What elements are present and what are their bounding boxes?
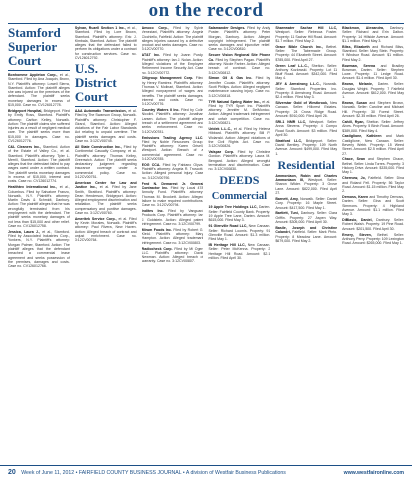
entry-name: Ammoniaon, Robin and Charles Ammoniaon III, <box>275 173 338 183</box>
record-entry <box>342 157 404 174</box>
entry-text: Filed by Robert G. Kleid. Plaintiff's attorney: Mary Hampton. Action: Alleged trademark infringement. Case no. 3:12CV00803. <box>141 227 204 245</box>
entry-name: Basile, Joseph and Christine Colandri, <box>275 225 338 235</box>
entry-name: Healthtex International Inc., <box>8 185 58 190</box>
entry-text: Filed by Vanguard Products Corp. Plaintiff's attorney: Ian J. Goldstein. Action: Alleged patent infringement. Case no. 3:12CV00799. <box>141 209 204 226</box>
entry-text: Filed by Henry Ramirez. Plaintiff's attorney: Thomas V. Molinari, Stamford. Action: Alleged nonpayment of wages and benefits. The plaintiff seeks damages, interest and costs. Case no. 3:12CV00776. <box>141 76 204 107</box>
column-2 <box>75 26 137 464</box>
record-entry <box>142 163 204 180</box>
column-6 <box>342 26 404 464</box>
column-1 <box>8 26 70 464</box>
record-entry <box>8 145 70 184</box>
entry-text: Darien. Seller: Douglas Wright. Property: 7 Fairfield Avenue. Amount: $612,000. Filed May 1. <box>342 82 404 100</box>
record-entry <box>275 101 337 118</box>
record-entry <box>208 243 270 260</box>
entry-name: Fred N. Demarest Jr. General Contractor Inc. <box>141 181 204 190</box>
record-entry <box>275 82 337 99</box>
record-entry <box>342 82 404 99</box>
record-entry <box>208 26 270 52</box>
entry-name: 19 Apple Tree Holdings LLC, <box>208 205 258 210</box>
entry-text: Danbury. Seller: Robert Walsh. Property: 19 Pine Road. Amount: $201,500. Filed April 30. <box>342 218 404 231</box>
entry-text: and Mark Castiglione, New Canaan. Seller: Beverly Webb. Property: 15 Weed Street. Amount: $2.5 million. Filed April 27. <box>342 134 404 156</box>
entry-name: Sylvan, Ruzell Section 1 Inc., <box>74 26 126 30</box>
entry-text: et al. Filed by TYR Sport Inc. Plaintiff's attorney: Jennifer M. DelMonico. Action: Alleged trademark infringement and unfair competition. Case no. 3:12CV00821. <box>208 99 271 126</box>
entry-text: Filed by Noble Resources Group. Plaintiff's attorney: Karen Grisell, Westport. Action: Breach of a commercial agreement. Case no. 3:12CV00785. <box>141 139 204 161</box>
entry-text: et al., Stamford. Filed by Ana Joaquin, Bronx, N.Y. Plaintiff's attorney: Lowell Sierra, Stamford. Action: The plaintiff alleges she was injured on the premises of the defendant. The plaintiff seeks monetary damages in excess of $15,000. Case no. CV126012778. <box>8 73 70 108</box>
entry-name: Bowman, Serena <box>342 63 376 68</box>
entry-text: Filed by Joann Purdy. Plaintiff's attorney: Ian J. Nolan. Action: Alleged violations of the Employee Retirement Income Security Act. Case no. 3:12CV00772. <box>141 53 204 75</box>
entry-text: Bridgeport. Seller: David Bentley. Property: 109 North Avenue. Amount: $499,000. Filed May 1. <box>275 138 338 156</box>
record-entry <box>208 224 270 241</box>
record-entry <box>142 247 204 264</box>
entry-text: Norwalk. Seller: Daniel Cory. Property: 16 Maple Street. Amount: $417,500. Filed May 1. <box>275 196 338 210</box>
entry-name: C&L Cleaners Inc., <box>8 144 42 149</box>
entry-name: Grace Bible Church Inc., <box>275 44 323 49</box>
record-entry <box>142 53 204 74</box>
subsection-heading: DEEDS <box>219 173 260 188</box>
entry-name: Barnett, Amy, <box>275 196 299 201</box>
entry-text: et al., Columbus. Filed by Salvatore Franzo, Norwalk, N.Y. Plaintiff's attorney: Martin Davis & Schmidt, Danbury. Action: The plaintiff alleges that he was wrongfully terminated from his employment with the defendant. The plaintiff seeks monetary damages of not less than $15,000 and other relief. Case no. CV126012758. <box>8 185 70 228</box>
entry-name: Citigroup Management Corp. <box>141 76 194 81</box>
record-entry <box>142 76 204 106</box>
entry-text: Filed by Sylvie Veneziani, Plaintiff's attorney: Angela Cicchiello, Fairfield. Action: The plaintiff alleges injuries caused by a defective product and seeks damages. Case no. 3:12CV00770. <box>141 26 204 52</box>
entry-text: Bethel. Seller: Anthony Perry. Property: 109 Lexington Road. Amount: $265,000. Filed May 1. <box>342 232 404 246</box>
entry-name: DiBlasio, Daniel, <box>342 218 373 223</box>
entry-text: Bridgeport. Filed by Emily Ross, Stamford. Plaintiff's attorney: Carlton Kelley, Norwalk. Action: The plaintiff claims she suffered injuries as a result of negligent medical care. The plaintiff seeks more than $15,000 in damages. Case no. CV126012776. <box>8 108 70 144</box>
entry-name: Uridek L.L.C., <box>208 126 233 131</box>
entry-text: New Canaan. Seller: Richard Loomis. Property: 91 Glenville Road. Amount: $1.3 million. Filed May 1. <box>208 224 271 242</box>
subsection-heading: Residential <box>277 157 335 172</box>
entry-name: AAA Automatic Transmission, <box>74 108 127 113</box>
record-entry <box>275 211 337 224</box>
record-entry <box>8 73 70 107</box>
entry-text: Westport. Seller: Sharon Wilder. Property: 3 Grove Lane. Amount: $822,000. Filed April 27. <box>275 178 338 196</box>
entry-name: Salamander Designs. <box>208 26 246 30</box>
entry-text: Bethel. Seller: The Tabernacle Group. Property: 44 Elizabeth Street. Amount: $785,000. Filed April 27. <box>275 44 338 62</box>
subsection-heading: Commercial <box>211 191 267 203</box>
entry-name: Country Waters II Inc. <box>141 108 180 113</box>
record-entry <box>142 26 204 52</box>
record-entry <box>342 176 404 193</box>
record-entry <box>8 185 70 228</box>
record-entry <box>8 230 70 269</box>
entry-name: Mirum Foods Inc. <box>141 227 172 232</box>
entry-text: Fairfield. Seller: Dina and Roland Fell. Property: 56 Taylor Road. Amount: $1.15 million. Filed May 2. <box>342 176 404 194</box>
entry-name: Secure Vision Regional Site Phone Co. <box>208 53 271 62</box>
record-entry <box>208 53 270 74</box>
entry-name: Cahill, Ryan, <box>342 119 365 124</box>
entry-name: Ameritek Service Corp., <box>74 216 117 221</box>
entry-name: Demoss, Karen <box>342 195 369 200</box>
record-entry <box>142 136 204 162</box>
entry-name: Emissions Trading Agency LLC. <box>141 135 204 140</box>
entry-name: Jessica, Laura J., <box>8 229 40 234</box>
entry-text: et al. Filed by Helena Hibbard. Plaintiff's attorney: Bill P. Wolanski. Action: Alleged violations of the Civil Rights Act. Case no. 3:12CV00826. <box>208 126 271 149</box>
record-entry <box>142 182 204 208</box>
entry-text: et al., Stamford. Filed by Associated Industries Corp., Yonkers, N.Y. Plaintiff's attorney: Morgan Palmer, Stamford. Action: The plaintiff alleges that the defendant breached a commercial lease agreement and seeks possession of the premises, damages and costs. Case no. CV126012766. <box>8 229 70 269</box>
entry-name: Bartlett, Tuni, <box>275 211 299 216</box>
record-entry <box>75 145 137 179</box>
record-entry <box>8 109 70 143</box>
column-3 <box>142 26 204 464</box>
entry-text: Norwalk. Seller: Stamford Properties Inc. Property: 8 Armstrong Road. Amount: $2.4 million. Filed May 3. <box>275 82 338 100</box>
entry-text: Westport. Seller: Rebecca Foster. Property: 11 Sachar Hill Road. Amount: $1.7 million. Filed May 2. <box>275 30 338 43</box>
entry-name: Brown, Melanie, <box>342 82 373 87</box>
entry-name: Indites Inc. <box>141 209 164 214</box>
entry-name: Blackmon, Alexandra, <box>342 26 384 30</box>
entry-text: Shelton. Seller: Jeffrey Alves. Property: 5 Birch Road. Amount: $389,000. Filed May 4. <box>342 119 404 133</box>
record-entry <box>342 101 404 118</box>
record-entry <box>208 76 270 97</box>
entry-name: Chace, Sean <box>342 157 366 162</box>
record-entry <box>208 150 270 171</box>
entry-text: Stamford. Action of the Estate of Valley Co., et al. Stamford. Plaintiff's attorney: Tyler L. Merrill, Stamford. Action: The plaintiff alleges that the defendant failed to pay wages owed under a written contract. The plaintiff seeks monetary damages in excess of $15,000, interest and costs. Case no. CV126012774. <box>8 144 70 184</box>
entry-text: Shelton. Seller: Anthony Kozlowski. Property: Lot 11 Bluff Road. Amount: $342,000. Filed May 4. <box>275 63 338 81</box>
entry-name: EOG CCA. <box>141 162 161 167</box>
record-entry <box>342 64 404 81</box>
record-entry <box>342 120 404 133</box>
entry-text: et al., Stamford. Filed by Lore Brown, Stamford. Plaintiff's attorney: Eric J. Kimbala, Stamford. Action: The plaintiff alleges that the defendant failed to perform its obligations under a contract for construction services. Case no. CV126012792. <box>74 26 137 61</box>
entry-name: IB Heritage Hill LLC, <box>208 243 246 248</box>
entry-name: Chernow, Jo, <box>342 176 366 181</box>
record-entry <box>142 228 204 245</box>
entry-name: Silverstar Gold of Westbrook, <box>275 101 329 106</box>
entry-text: and Timothy Demoss, Darien. Seller: Gina and Scott Simmons. Property: 4 Highland Avenue. Amount: $1.1 million. Filed May 3. <box>342 195 404 217</box>
entry-name: Emery, Steven, <box>342 232 372 237</box>
record-entry <box>75 217 137 243</box>
entry-text: Darien. Seller: Fairfield County Bank. Property: 19 Apple Tree Lane, Darien. Amount: $615,000. Filed May 3. <box>208 205 271 223</box>
record-entry <box>275 45 337 62</box>
record-entry <box>208 100 270 126</box>
entry-text: New Canaan. Seller: Hillcrest Estates. Property: 24 Cross Ridge Road. Amount: $910,000. Filed April 26. <box>275 101 338 119</box>
entry-text: and Stephen Brown, Norwalk. Seller: Caroline and Michael Hill. Property: 30 Forest Street. Amount: $2.35 million. Filed April 26. <box>342 101 404 119</box>
entry-name: Simon Oil & Gas Inc. <box>208 76 253 81</box>
masthead-rule <box>8 23 404 24</box>
entry-text: Filed by Fabiano Olyva. Plaintiff's attorney: Angela R. Truscott. Action: Alleged personal injury. Case no. 3:12CV00790. <box>141 162 204 180</box>
record-entry <box>342 45 404 62</box>
entry-name: TYR Natural Spring Water Inc., <box>208 99 261 104</box>
record-entry <box>342 218 404 231</box>
entry-text: and Stephen Chace, Bethel. Seller: Linda Torres. Property: 3 Hickory Drive. Amount: $335,000. Filed May 1. <box>342 157 404 175</box>
entry-text: Filed by Jennifer Cousin. Plaintiff's attorney: Scott Phillips. Action: Alleged negligent maintenance causing injury. Case no. 3:12CV00818. <box>208 76 271 98</box>
entry-text: Filed by Local 478 Annuity Fund. Plaintiff's attorney: Thomas M. Brockett. Action: Alleged failure to make required contributions. Case no. 3:12CV00794. <box>141 185 204 208</box>
entry-text: Westport. Seller: Anna Stevens. Property: 4 Compo Road South. Amount: $3 million. Filed April 30. <box>275 119 338 137</box>
record-entry <box>275 26 337 43</box>
entry-name: All State Construction Inc., <box>74 144 122 149</box>
section-rule <box>75 106 137 107</box>
entry-name: American Center for Law and Justice Inc., <box>74 180 137 190</box>
record-entry <box>342 26 404 43</box>
entry-name: Castiglione, Kathleen <box>342 134 382 139</box>
entry-text: Filed by Christine Gordon. Plaintiff's attorney: Laura M. Bengard. Action: Alleged wrongful termination and discrimination. Case no. 3:12CV00830. <box>208 149 271 172</box>
entry-text: Filed by Continental Casualty Company, et al. Plaintiff's attorney: Thomas Kelley, Greenwich. Action: The plaintiff seeks declaratory judgment regarding insurance coverage under a commercial policy. Case no. 3:12CV00751. <box>74 144 137 180</box>
record-entry <box>275 120 337 137</box>
record-entry <box>208 127 270 148</box>
record-entry <box>275 226 337 243</box>
entry-text: Danbury. Seller: Clara Griffin. Property: 27 Aspen Way. Amount: $305,000. Filed April 30. <box>275 211 338 225</box>
entry-text: and Bradley Bowman, Darien. Seller: Stephen Lowe. Property: 11 Ledge Road. Amount: $1.4 million. Filed April 30. <box>342 63 404 81</box>
record-entry <box>275 197 337 210</box>
publication-name: FAIRFIELD COUNTY BUSINESS JOURNAL <box>78 470 182 476</box>
section-heading: Stamford Superior Court <box>8 26 61 68</box>
record-columns <box>8 26 404 464</box>
entry-name: Bridgeport Hospital, <box>8 108 43 113</box>
entry-text: Filed by Colin Nicolini. Plaintiff's attorney: Jonathan Larsen. Action: The plaintiff alleges breach of a settlement agreement and seeks enforcement. Case no. 3:12CV00781. <box>141 108 204 134</box>
entry-text: and Richard Bliss, Stamford. Seller: Mary Stein. Property: 9 Windsor Road. Amount: $1 million. Filed May 2. <box>342 44 404 62</box>
section-title: on the record <box>148 0 264 21</box>
entry-text: Fairfield. Seller: Mark Pinto. Property: 8 Meadow Lane. Amount: $679,000. Filed May 2. <box>275 230 338 243</box>
entry-name: JEY & Armstrong L.L.C., <box>275 82 321 87</box>
entry-name: AT&T Inc. <box>141 53 161 58</box>
entry-name: Radiocheck Corp. <box>141 246 173 251</box>
entry-text: et al. Filed by Kevin Morales, Norwalk. Plaintiff's attorney: Paul Rivera, New Haven. Action: Alleged breach of contract and unjust enrichment. Case no. 3:12CV00764. <box>74 216 137 243</box>
publisher-note: A division of Westfair Business Publications <box>185 470 286 476</box>
entry-name: Amoco Corp., <box>141 26 169 30</box>
entry-name: Brown, Susan <box>342 101 368 106</box>
entry-name: Sharewater Sachar Hill LLC, <box>275 26 338 30</box>
column-4 <box>208 26 270 464</box>
record-entry <box>342 134 404 155</box>
entry-text: New Canaan. Seller: Peter McKenna. Property: 2 Heritage Hill Road. Amount: $2.1 million. Filed April 30. <box>208 243 271 260</box>
record-entry <box>208 205 270 222</box>
entry-text: Filed by Stephen Pagan. Plaintiff's attorney: Nicole Farber. Action: Alleged breach of contract. Case no. 3:12CV00812. <box>208 57 271 75</box>
entry-name: Bliss, Elizabeth <box>342 44 370 49</box>
entry-text: et al. Filed by The Swanson Group, Norwalk. Plaintiff's attorney: Christopher F. Girard, Stamford. Action: Alleged violations of the Fair Labor Standards Act relating to unpaid overtime. The plaintiff seeks damages and costs. Case no. 3:12CV00745. <box>74 108 137 144</box>
entry-text: Filed by Andy Poster. Plaintiff's attorney: Peter Morgan, Danbury. Action: Alleged copyright infringement. The plaintiff seeks damages and injunctive relief. Case no. 3:12CV00810. <box>208 26 271 52</box>
masthead <box>0 0 412 22</box>
entry-text: Filed by Mi Ogen LLC. Plaintiff's attorney: David Newman. Action: Alleged breach of warranty. Case no. 3:12CV00807. <box>141 246 204 264</box>
entry-name: Green Leaf L.L.C., <box>275 63 309 68</box>
section-heading: U.S. District Court <box>74 60 117 104</box>
entry-text: Danbury. Seller: Richard and Erin Dalton. Property: 14 Hillside Avenue. Amount: $1.1 million. Filed May 3. <box>342 26 404 43</box>
record-entry <box>275 139 337 156</box>
record-entry <box>275 64 337 81</box>
record-entry <box>142 108 204 134</box>
website-link[interactable]: www.westfaironline.com <box>343 470 404 476</box>
page-number: 20 <box>8 469 16 476</box>
record-entry <box>142 209 204 226</box>
record-entry <box>75 181 137 215</box>
column-5 <box>275 26 337 464</box>
record-entry <box>275 174 337 195</box>
entry-name: Bonhomme Appleton Corp., <box>8 73 58 77</box>
entry-text: et al. Filed by Jane Smith, Stratford. Plaintiff's attorney: Dean Henderson, Bridgeport. Action: Alleged employment discrimination and retaliation. The plaintiff seeks compensatory and punitive damages. Case no. 3:12CV00760. <box>74 185 137 215</box>
page-footer: 20 Week of June 11, 2012 • FAIRFIELD COUNTY BUSINESS JOURNAL • A division of Westfair Business Publications www.westfaironline.com <box>0 465 412 480</box>
record-entry <box>75 26 137 60</box>
entry-name: Valspar Corp. <box>208 149 234 154</box>
record-entry <box>75 109 137 143</box>
section-rule <box>8 70 70 71</box>
record-entry <box>342 195 404 216</box>
record-entry <box>342 233 404 246</box>
issue-date: Week of June 11, 2012 <box>21 470 75 476</box>
entry-name: 91 Glenville Road LLC, <box>208 224 248 229</box>
entry-name: SRI-1 NMR LLC, <box>275 119 307 124</box>
entry-name: Stratford LLC, <box>275 138 303 143</box>
